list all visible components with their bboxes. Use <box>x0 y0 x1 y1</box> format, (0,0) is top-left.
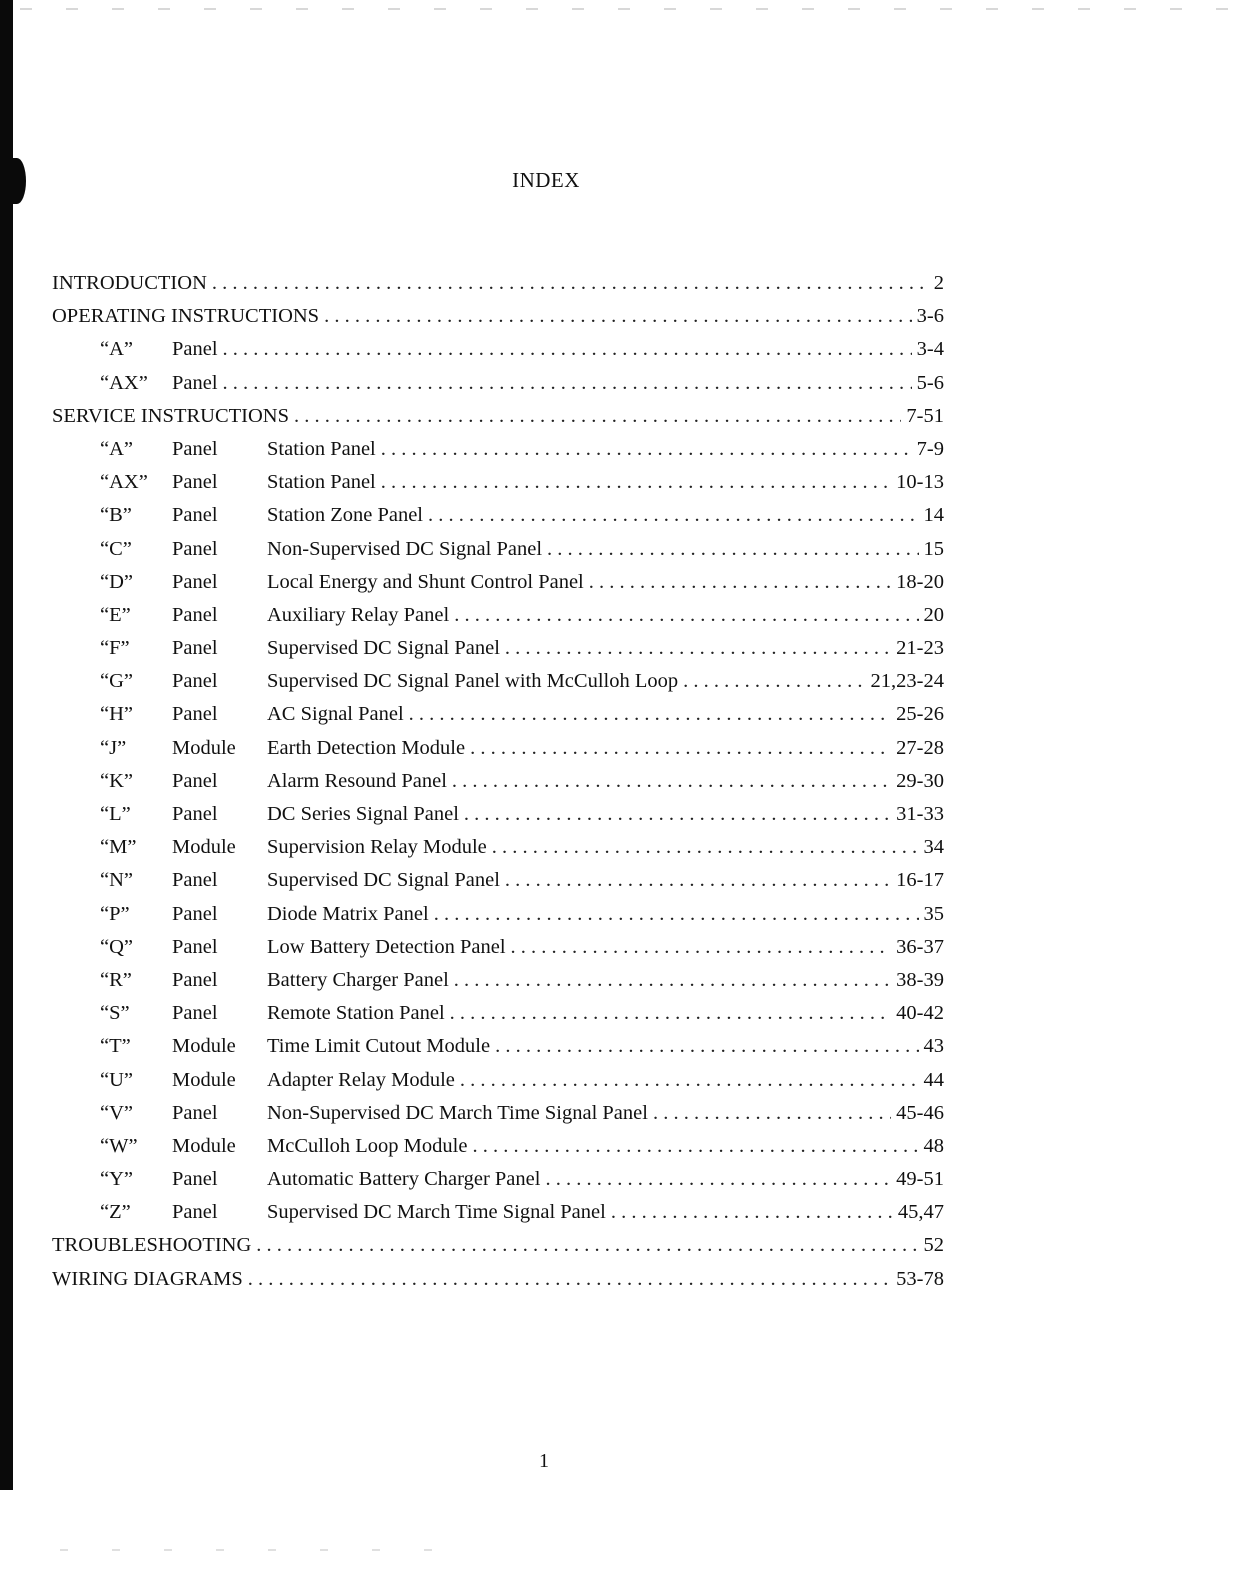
panel-letter: “U” <box>100 1068 134 1091</box>
toc-subentry-s-panel[interactable] <box>52 1002 944 1035</box>
toc-entry-wiring-diagrams[interactable] <box>52 1268 944 1301</box>
panel-letter: “J” <box>100 736 127 759</box>
panel-letter: “K” <box>100 769 134 792</box>
toc-entry-pages: 20 <box>923 603 944 626</box>
toc-entry-label: Alarm Resound Panel <box>267 769 447 792</box>
toc-entry-pages: 40-42 <box>896 1002 944 1025</box>
dot-leader <box>223 372 912 395</box>
toc-entry-label: McCulloh Loop Module <box>267 1134 468 1157</box>
toc-entry-label: Supervised DC March Time Signal Panel <box>267 1201 606 1224</box>
dot-leader <box>454 969 891 992</box>
panel-kind: Panel <box>172 1168 218 1191</box>
panel-kind: Panel <box>172 703 218 726</box>
dot-leader <box>611 1201 893 1224</box>
panel-letter: “A” <box>100 437 134 460</box>
toc-entry-label: Supervised DC Signal Panel <box>267 637 500 660</box>
toc-entry-label: Station Panel <box>267 437 376 460</box>
toc-entry-label: Station Zone Panel <box>267 504 424 527</box>
dot-leader <box>452 770 891 793</box>
toc-entry-label: Station Panel <box>267 471 376 494</box>
toc-entry-pages: 53-78 <box>896 1267 944 1290</box>
toc-entry-label: Non-Supervised DC March Time Signal Panel <box>267 1101 648 1124</box>
dot-leader <box>495 1035 918 1058</box>
toc-subentry-k-panel[interactable] <box>52 770 944 803</box>
panel-kind: Panel <box>172 471 218 494</box>
toc-entry-pages: 45,47 <box>897 1201 944 1224</box>
dot-leader <box>460 1069 919 1092</box>
panel-kind: Panel <box>172 1002 218 1025</box>
toc-entry-label: WIRING DIAGRAMS <box>52 1267 243 1290</box>
toc-entry-pages: 45-46 <box>896 1101 944 1124</box>
page-title: INDEX <box>512 168 580 192</box>
panel-kind: Module <box>172 736 236 759</box>
toc-entry-pages: 49-51 <box>896 1168 944 1191</box>
toc-entry-label: OPERATING INSTRUCTIONS <box>52 305 320 328</box>
toc-entry-pages: 31-33 <box>896 803 944 825</box>
dot-leader <box>434 903 919 926</box>
toc-subentry-l-panel[interactable] <box>52 803 944 836</box>
panel-letter: “P” <box>100 902 130 925</box>
toc-entry-label: Local Energy and Shunt Control Panel <box>267 570 584 593</box>
toc-subentry-n-panel[interactable] <box>52 869 944 902</box>
toc-subentry-ax-station-panel[interactable] <box>52 471 944 504</box>
panel-letter: “R” <box>100 968 132 991</box>
toc-subentry-h-panel[interactable] <box>52 703 944 736</box>
toc-entry-label: Low Battery Detection Panel <box>267 935 506 958</box>
toc-entry-label: SERVICE INSTRUCTIONS <box>52 404 289 427</box>
panel-letter: “A” <box>100 338 134 361</box>
panel-letter: “L” <box>100 803 131 825</box>
dot-leader <box>589 571 891 594</box>
dot-leader <box>248 1268 891 1291</box>
toc-entry-label: Auxiliary Relay Panel <box>267 603 450 626</box>
toc-entry-pages: 35 <box>923 902 944 925</box>
toc-subentry-q-panel[interactable] <box>52 936 944 969</box>
dot-leader <box>428 504 918 527</box>
scan-artifact-bottom <box>60 1549 440 1551</box>
toc-subentry-r-panel[interactable] <box>52 969 944 1002</box>
dot-leader <box>511 936 892 959</box>
panel-letter: “H” <box>100 703 134 726</box>
toc-subentry-a-station-panel[interactable] <box>52 438 944 471</box>
toc-entry-service-instructions[interactable] <box>52 405 944 438</box>
panel-kind: Panel <box>172 1201 218 1224</box>
dot-leader <box>683 670 865 693</box>
panel-letter: “Y” <box>100 1168 134 1191</box>
toc-entry-pages: 27-28 <box>896 736 944 759</box>
toc-entry-label: AC Signal Panel <box>267 703 404 726</box>
dot-leader <box>409 703 892 726</box>
toc-entry-label: Automatic Battery Charger Panel <box>267 1168 541 1191</box>
panel-letter: “W” <box>100 1134 138 1157</box>
scan-artifact-top <box>20 8 1230 10</box>
toc-entry-troubleshooting[interactable] <box>52 1234 944 1267</box>
toc-subentry-y-panel[interactable] <box>52 1168 944 1201</box>
panel-letter: “B” <box>100 504 132 527</box>
toc-subentry-c-panel[interactable] <box>52 538 944 571</box>
panel-letter: “AX” <box>100 471 148 494</box>
toc-entry-label: Supervised DC Signal Panel <box>267 869 500 892</box>
toc-entry-pages: 34 <box>923 836 944 859</box>
toc-subentry-d-panel[interactable] <box>52 571 944 604</box>
toc-subentry-v-panel[interactable] <box>52 1102 944 1135</box>
panel-letter: “N” <box>100 869 134 892</box>
panel-letter: “D” <box>100 570 134 593</box>
toc-subentry-a-panel-operating[interactable] <box>52 338 944 371</box>
panel-kind: Panel <box>172 1101 218 1124</box>
dot-leader <box>492 836 919 859</box>
toc-subentry-w-module[interactable] <box>52 1135 944 1168</box>
dot-leader <box>212 272 929 295</box>
toc-subentry-z-panel[interactable] <box>52 1201 944 1234</box>
toc-entry-pages: 14 <box>923 504 944 527</box>
toc-entry-pages: 52 <box>923 1234 944 1257</box>
dot-leader <box>450 1002 892 1025</box>
toc-entry-label: Battery Charger Panel <box>267 968 449 991</box>
toc-entry-label: Adapter Relay Module <box>267 1068 455 1091</box>
panel-kind: Module <box>172 1035 236 1058</box>
toc-entry-label: Earth Detection Module <box>267 736 466 759</box>
toc-entry-pages: 43 <box>923 1035 944 1058</box>
toc-entry-label: Supervised DC Signal Panel with McCulloh Loop <box>267 670 679 693</box>
panel-letter: “M” <box>100 836 137 859</box>
panel-kind: Panel <box>172 803 218 825</box>
toc-entry-pages: 3-4 <box>916 338 944 361</box>
dot-leader <box>545 1168 891 1191</box>
toc-subentry-e-panel[interactable] <box>52 604 944 637</box>
panel-kind: Module <box>172 1068 236 1091</box>
panel-letter: “G” <box>100 670 134 693</box>
toc-subentry-u-module[interactable] <box>52 1069 944 1102</box>
toc-entry-label: DC Series Signal Panel <box>267 803 459 825</box>
toc-entry-label: Remote Station Panel <box>267 1002 445 1025</box>
table-of-contents <box>52 272 944 1301</box>
panel-kind: Panel <box>172 869 218 892</box>
panel-letter: “C” <box>100 537 132 560</box>
toc-entry-pages: 16-17 <box>896 869 944 892</box>
panel-kind: Panel <box>172 338 218 361</box>
toc-entry-pages: 44 <box>923 1068 944 1091</box>
toc-entry-pages: 48 <box>923 1134 944 1157</box>
page-number: 1 <box>539 1450 549 1472</box>
toc-entry-label: TROUBLESHOOTING <box>52 1234 252 1257</box>
toc-entry-pages: 7-51 <box>906 404 944 427</box>
toc-subentry-m-module[interactable] <box>52 836 944 869</box>
panel-kind: Panel <box>172 371 218 394</box>
dot-leader <box>472 1135 918 1158</box>
toc-entry-pages: 2 <box>933 272 944 294</box>
panel-kind: Panel <box>172 603 218 626</box>
panel-letter: “Q” <box>100 935 134 958</box>
toc-subentry-g-panel[interactable] <box>52 670 944 703</box>
dot-leader <box>381 438 912 461</box>
panel-letter: “V” <box>100 1101 134 1124</box>
panel-kind: Module <box>172 1134 236 1157</box>
panel-letter: “E” <box>100 603 131 626</box>
toc-entry-pages: 7-9 <box>916 437 944 460</box>
panel-letter: “F” <box>100 637 130 660</box>
dot-leader <box>505 869 891 892</box>
panel-kind: Panel <box>172 537 218 560</box>
panel-kind: Panel <box>172 570 218 593</box>
toc-entry-pages: 3-6 <box>916 305 944 328</box>
dot-leader <box>294 405 901 428</box>
toc-entry-pages: 5-6 <box>916 371 944 394</box>
toc-entry-label: Diode Matrix Panel <box>267 902 429 925</box>
toc-entry-pages: 15 <box>923 537 944 560</box>
dot-leader <box>256 1234 918 1257</box>
toc-subentry-ax-panel-operating[interactable] <box>52 372 944 405</box>
panel-letter: “S” <box>100 1002 130 1025</box>
panel-letter: “AX” <box>100 371 148 394</box>
toc-entry-label: Supervision Relay Module <box>267 836 487 859</box>
dot-leader <box>223 338 912 361</box>
panel-kind: Panel <box>172 670 218 693</box>
panel-kind: Panel <box>172 637 218 660</box>
panel-kind: Panel <box>172 504 218 527</box>
dot-leader <box>470 737 891 760</box>
toc-subentry-p-panel[interactable] <box>52 903 944 936</box>
toc-subentry-f-panel[interactable] <box>52 637 944 670</box>
panel-kind: Panel <box>172 968 218 991</box>
panel-letter: “Z” <box>100 1201 131 1224</box>
toc-entry-operating-instructions[interactable] <box>52 305 944 338</box>
toc-entry-label: INTRODUCTION <box>52 272 207 294</box>
panel-letter: “T” <box>100 1035 131 1058</box>
dot-leader <box>505 637 891 660</box>
dot-leader <box>653 1102 891 1125</box>
toc-subentry-j-module[interactable] <box>52 737 944 770</box>
panel-kind: Panel <box>172 935 218 958</box>
toc-entry-pages: 21-23 <box>896 637 944 660</box>
dot-leader <box>547 538 918 561</box>
panel-kind: Panel <box>172 769 218 792</box>
toc-entry-pages: 36-37 <box>896 935 944 958</box>
toc-entry-label: Time Limit Cutout Module <box>267 1035 491 1058</box>
panel-kind: Panel <box>172 902 218 925</box>
dot-leader <box>381 471 891 494</box>
toc-entry-introduction[interactable] <box>52 272 944 305</box>
toc-entry-pages: 29-30 <box>896 769 944 792</box>
dot-leader <box>464 803 891 826</box>
toc-entry-pages: 21,23-24 <box>870 670 944 693</box>
binding-edge <box>0 0 13 1490</box>
toc-entry-pages: 18-20 <box>896 570 944 593</box>
toc-entry-pages: 10-13 <box>896 471 944 494</box>
toc-subentry-b-station-zone-panel[interactable] <box>52 504 944 537</box>
toc-entry-pages: 25-26 <box>896 703 944 726</box>
toc-entry-label: Non-Supervised DC Signal Panel <box>267 537 543 560</box>
panel-kind: Panel <box>172 437 218 460</box>
toc-subentry-t-module[interactable] <box>52 1035 944 1068</box>
dot-leader <box>454 604 918 627</box>
toc-entry-pages: 38-39 <box>896 968 944 991</box>
panel-kind: Module <box>172 836 236 859</box>
dot-leader <box>324 305 912 328</box>
